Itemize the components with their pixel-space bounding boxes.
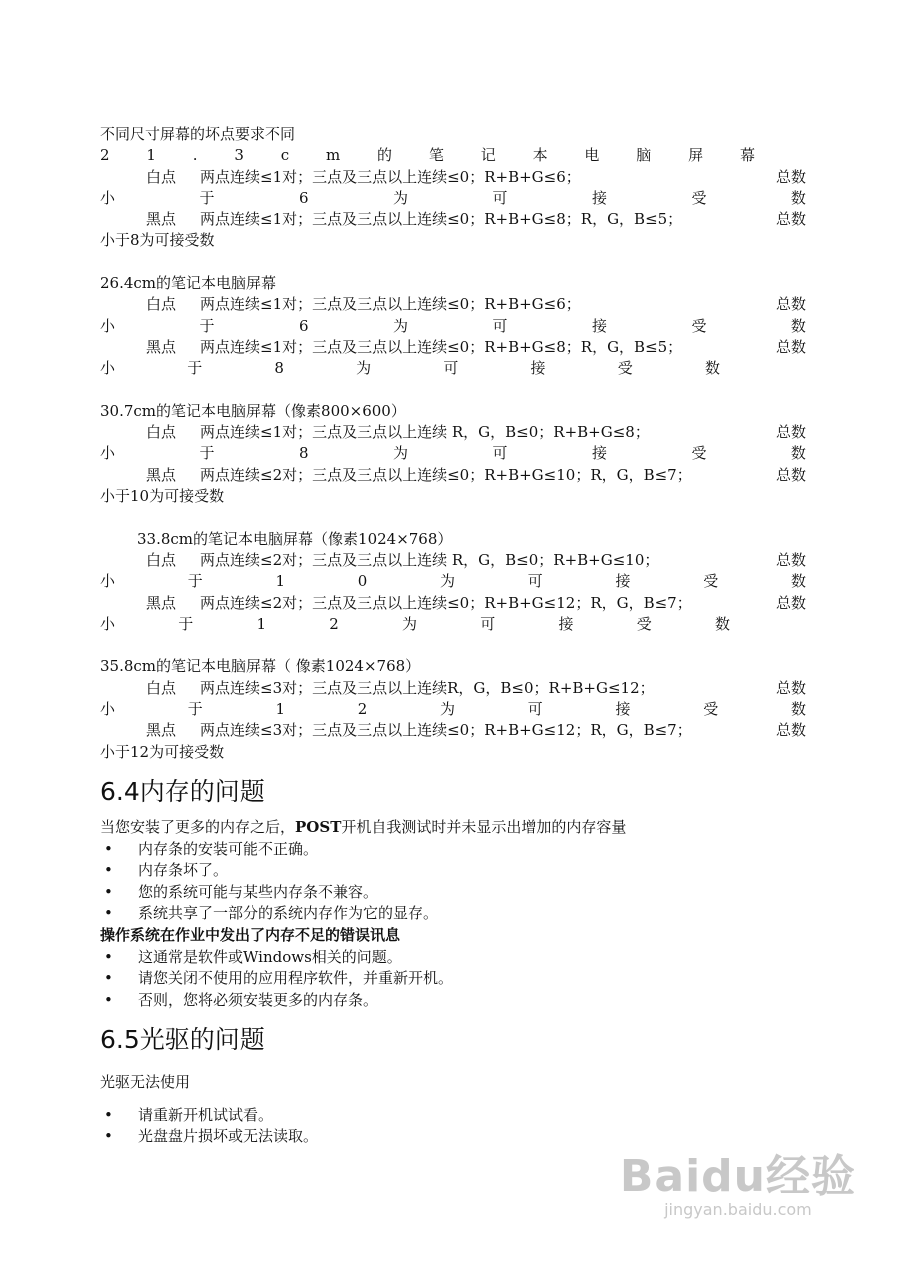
rule-label: 白点 (146, 167, 177, 186)
watermark-url: jingyan.baidu.com (664, 1200, 812, 1219)
block-title: 33.8cm的笔记本电脑屏幕（像素1024×768） (137, 529, 453, 548)
rule-text: 两点连续≤1对；三点及三点以上连续≤0；R+B+G≤6； (200, 295, 581, 314)
rule-end: 小 于 1 0 为 可 接 受 数 (100, 572, 806, 591)
rule-text: 两点连续≤2对；三点及三点以上连续≤0；R+B+G≤10；R，G，B≤7； (200, 465, 692, 484)
white-pixel-rule (100, 678, 806, 699)
list-item: • 否则，您将必须安装更多的内存条。 (100, 990, 806, 1012)
rule-label: 黑点 (146, 465, 177, 484)
rule-text: 两点连续≤1对；三点及三点以上连续≤0；R+B+G≤6； (200, 167, 581, 186)
rule-end: 小 于 6 为 可 接 受 数 (100, 188, 806, 207)
list-item: • 光盘盘片损坏或无法读取。 (100, 1126, 806, 1148)
rule-text: 两点连续≤1对；三点及三点以上连续≤0；R+B+G≤8；R，G，B≤5； (200, 337, 683, 356)
rule-label: 白点 (146, 295, 177, 314)
rule-label: 黑点 (146, 721, 177, 740)
rule-label: 黑点 (146, 593, 177, 612)
screen-defect-section (100, 124, 806, 763)
list-item: • 这通常是软件或Windows相关的问题。 (100, 947, 806, 969)
rule-end: 小 于 8 为 可 接 受 数 (100, 444, 806, 463)
memory-issue-1 (100, 817, 806, 839)
memory-section (100, 817, 806, 1011)
rule-end: 小 于 8 为 可 接 受 数 (100, 359, 720, 378)
rule-label: 白点 (146, 423, 177, 442)
issue-text: 开机自我测试时并未显示出增加的内存容量 (341, 818, 627, 836)
black-pixel-rule (100, 337, 806, 358)
section-title: 不同尺寸屏幕的坏点要求不同 (100, 125, 296, 143)
rule-tail: 总数 (775, 678, 806, 697)
list-item: • 内存条的安装可能不正确。 (100, 839, 806, 861)
rule-tail: 总数 (775, 593, 806, 612)
rule-text: 两点连续≤3对；三点及三点以上连续R，G，B≤0；R+B+G≤12； (200, 678, 655, 697)
rule-label: 黑点 (146, 337, 177, 356)
rule-text: 两点连续≤1对；三点及三点以上连续 R，G，B≤0；R+B+G≤8； (200, 423, 650, 442)
black-pixel-rule (100, 720, 806, 741)
watermark-logo: Baidu经验 (619, 1151, 856, 1202)
white-pixel-rule (100, 167, 806, 188)
rule-tail: 总数 (775, 465, 806, 484)
optical-heading: 6.5光驱的问题 (100, 1025, 265, 1054)
list-item: • 内存条坏了。 (100, 860, 806, 882)
memory-issue-2: 操作系统在作业中发出了内存不足的错误讯息 (100, 925, 401, 944)
block-title: 2 1 . 3 c m 的 笔 记 本 电 脑 屏 幕 (100, 146, 755, 165)
black-pixel-rule (100, 593, 806, 614)
issue-text-bold: POST (295, 818, 342, 836)
rule-tail: 总数 (775, 337, 806, 356)
block-title: 26.4cm的笔记本电脑屏幕 (100, 274, 277, 293)
rule-end: 小于8为可接受数 (100, 231, 215, 250)
rule-end: 小于10为可接受数 (100, 487, 225, 506)
rule-text: 两点连续≤2对；三点及三点以上连续 R，G，B≤0；R+B+G≤10； (200, 550, 660, 569)
rule-tail: 总数 (775, 167, 806, 186)
rule-label: 黑点 (146, 210, 177, 229)
black-pixel-rule (100, 465, 806, 486)
rule-text: 两点连续≤1对；三点及三点以上连续≤0；R+B+G≤8；R，G，B≤5； (200, 210, 683, 229)
rule-label: 白点 (146, 678, 177, 697)
block-title: 35.8cm的笔记本电脑屏幕（ 像素1024×768） (100, 657, 421, 676)
baidu-watermark (620, 1140, 856, 1219)
block-title: 30.7cm的笔记本电脑屏幕（像素800×600） (100, 401, 406, 420)
rule-tail: 总数 (775, 550, 806, 569)
issue-text: 当您安装了更多的内存之后， (100, 818, 296, 836)
list-item: • 请重新开机试试看。 (100, 1105, 806, 1127)
list-item: • 请您关闭不使用的应用程序软件，并重新开机。 (100, 968, 806, 990)
rule-end: 小 于 1 2 为 可 接 受 数 (100, 700, 806, 719)
rule-end: 小于12为可接受数 (100, 742, 225, 761)
rule-tail: 总数 (775, 210, 806, 229)
list-item: • 系统共享了一部分的系统内存作为它的显存。 (100, 903, 806, 925)
list-item: • 您的系统可能与某些内存条不兼容。 (100, 882, 806, 904)
optical-issue: 光驱无法使用 (100, 1073, 191, 1091)
white-pixel-rule (100, 422, 806, 443)
black-pixel-rule (100, 209, 806, 230)
rule-label: 白点 (146, 550, 177, 569)
rule-text: 两点连续≤2对；三点及三点以上连续≤0；R+B+G≤12；R，G，B≤7； (200, 593, 692, 612)
rule-text: 两点连续≤3对；三点及三点以上连续≤0；R+B+G≤12；R，G，B≤7； (200, 721, 692, 740)
rule-end: 小 于 1 2 为 可 接 受 数 (100, 614, 730, 633)
rule-end: 小 于 6 为 可 接 受 数 (100, 316, 806, 335)
white-pixel-rule (100, 550, 806, 571)
white-pixel-rule (100, 294, 806, 315)
rule-tail: 总数 (775, 295, 806, 314)
rule-tail: 总数 (775, 721, 806, 740)
memory-heading: 6.4内存的问题 (100, 777, 265, 806)
optical-section (100, 1072, 806, 1148)
rule-tail: 总数 (775, 423, 806, 442)
